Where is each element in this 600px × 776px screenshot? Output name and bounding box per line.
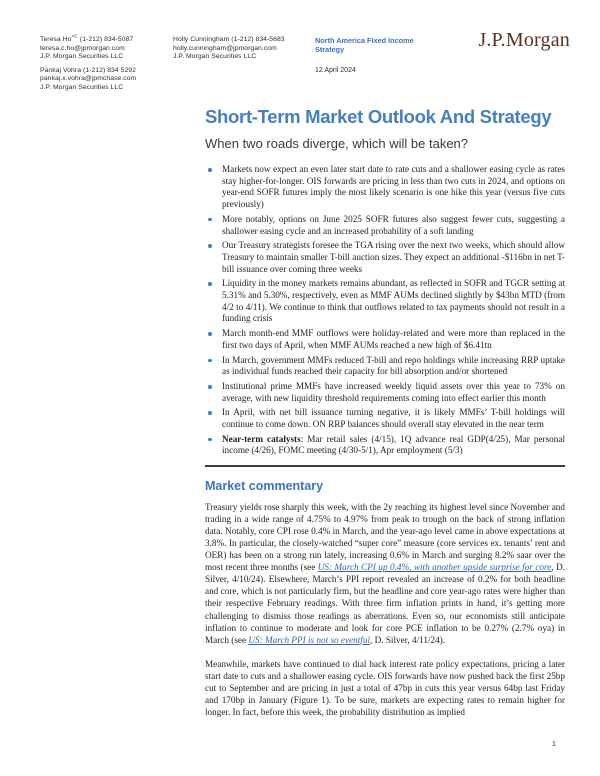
bullet-text: Liquidity in the money markets remains abundant, as reflected in SOFR and TGCR setting at 5.31% and 5.30%, respectively, even as MMF AUMs declined slightly by $43bn MTD (from 4/2 to 4/11). We continue to think that outflows related to tax payments should not result in a funding crisis (222, 278, 565, 324)
summary-bullet-list (205, 164, 565, 457)
research-link-march-cpi[interactable]: US: March CPI up 0.4%, with another upside surprise for core (317, 562, 552, 573)
publication-date: 12 April 2024 (315, 67, 356, 75)
contact-name-line (40, 33, 172, 45)
paragraph-text: Treasury yields rose sharply this week, with the 2y reaching its highest level since November and trading in a wide range of 4.75% to 4.97% from peak to trough on the back of strong inflation data. Notably, core CPI rose 0.4% in March, and the year-ago level came in above expectations at 3.8%. In particular, the closely-watched “super core” measure (core services ex. tenants’ rent and OER) has been on a strong run lately, increasing 0.6% in March and surging 8.2% saar over the most recent three months (see (205, 501, 565, 573)
bullet-item (205, 278, 565, 325)
bullet-text: More notably, options on June 2025 SOFR futures also suggest fewer cuts, suggesting a shallower easing cycle and an increased probability of a soft landing (222, 213, 565, 236)
contact-name-line (173, 36, 311, 45)
commentary-paragraph-2: Meanwhile, markets have continued to dial back interest rate policy expectations, pricing a later start date to cuts and a shallower easing cycle. OIS forwards have now pushed back the first 25bp cut to September and are pricing in just a total of 47bp in cuts this year versus 64bp last Friday and 170bp in January (Figure 1). To be sure, markets are expecting rates to remain higher for longer. In fact, before this week, the probability distribution as implied (205, 658, 565, 718)
bullet-text: Our Treasury strategists foresee the TGA rising over the next two weeks, which should allow Treasury to maintain smaller T-bill auction sizes. They expect an additional -$116bn in net T-bill issuance over coming three weeks (222, 240, 565, 274)
contact-email: holly.cunningham@jpmorgan.com (173, 44, 277, 52)
bullet-text: : Mar retail sales (4/15), 1Q advance real GDP(4/25), Mar personal income (4/26), FOMC meeting (4/30-5/1), Apr employment (5/3) (222, 433, 565, 456)
bullet-text: Markets now expect an even later start date to rate cuts and a shallower easing cycle as rates stay higher-for-longer. OIS forwards are pricing in less than two cuts in 2024, and options on year-end SOFR futures imply the most likely scenario is one hike this year (versus five cuts previously) (222, 164, 565, 210)
bullet-lead: Near-term catalysts (222, 433, 301, 444)
contact-email: pankaj.x.vohra@jpmchase.com (40, 75, 137, 83)
contact-card (40, 33, 172, 62)
contact-phone: (1-212) 834-5087 (79, 36, 134, 43)
contact-firm: J.P. Morgan Securities LLC (40, 53, 124, 61)
contact-firm: J.P. Morgan Securities LLC (173, 53, 257, 61)
contact-phone: (1-212) 834 5292 (83, 66, 136, 74)
analyst-certification-superscript: AC (71, 33, 78, 39)
bullet-item (205, 164, 565, 211)
jpmorgan-logo: J.P.Morgan (478, 29, 570, 51)
bullet-item (205, 434, 565, 457)
bullet-text: March month-end MMF outflows were holiday-related and were more than replaced in the first two days of April, when MMF AUMs reached a new high of $6.41tn (222, 328, 565, 350)
bullet-item (205, 355, 565, 378)
section-divider (205, 465, 565, 467)
contact-card (40, 67, 172, 93)
contact-email: teresa.c.ho@jpmorgan.com (40, 44, 125, 52)
page-title: Short-Term Market Outlook And Strategy (205, 106, 552, 127)
bullet-item (205, 407, 565, 430)
contact-name-line (40, 67, 172, 76)
contact-name: Teresa Ho (40, 36, 72, 43)
contact-name: Holly Cunningham (173, 36, 230, 43)
bullet-item (205, 240, 565, 275)
commentary-paragraph-1 (205, 501, 565, 646)
bullet-item (205, 328, 565, 351)
bullet-item (205, 214, 565, 237)
bullet-item (205, 381, 565, 404)
page-subtitle: When two roads diverge, which will be taken? (205, 136, 469, 151)
contact-name: Pankaj Vohra (40, 66, 82, 74)
paragraph-text: , D. Silver, 4/11/24). (370, 634, 446, 645)
article-column (205, 106, 565, 730)
contact-firm: J.P. Morgan Securities LLC (40, 84, 124, 92)
paragraph-text: , D. Silver, 4/10/24). Elsewhere, March’s PPI report revealed an increase of 0.2% for both headline and core, which is not particularly firm, but the headline and core year-ago rates were higher than their respective February readings. With three firm inflation prints in hand, it’s getting more challenging to dismiss those readings as aberrations. Even so, our economists still anticipate inflation to continue to moderate and look for core PCE inflation to be 0.27% (2.7% oya) in March (see (205, 562, 566, 645)
publication-title: North America Fixed Income Strategy (315, 36, 414, 55)
contact-card (173, 36, 311, 62)
page-number: 1 (551, 739, 556, 748)
bullet-text: Institutional prime MMFs have increased weekly liquid assets over this year to 73% on average, with new liquidity threshold requirements coming into effect earlier this month (222, 380, 565, 403)
bullet-text: In April, with net bill issuance turning negative, it is likely MMFs’ T-bill holdings will continue to come down. ON RRP balances should overall stay elevated in the near term (222, 407, 565, 430)
publication-block (315, 36, 440, 74)
research-link-march-ppi[interactable]: US: March PPI is not so eventful (248, 634, 370, 645)
section-heading-market-commentary: Market commentary (205, 478, 324, 493)
contacts-column-left (40, 33, 172, 97)
contact-phone: (1-212) 834-5683 (231, 36, 285, 43)
contacts-column-right (173, 36, 311, 67)
bullet-text: In March, government MMFs reduced T-bill and repo holdings while increasing RRP uptake as individual funds reached their capacity for bill absorption and/or shortened (222, 354, 565, 377)
